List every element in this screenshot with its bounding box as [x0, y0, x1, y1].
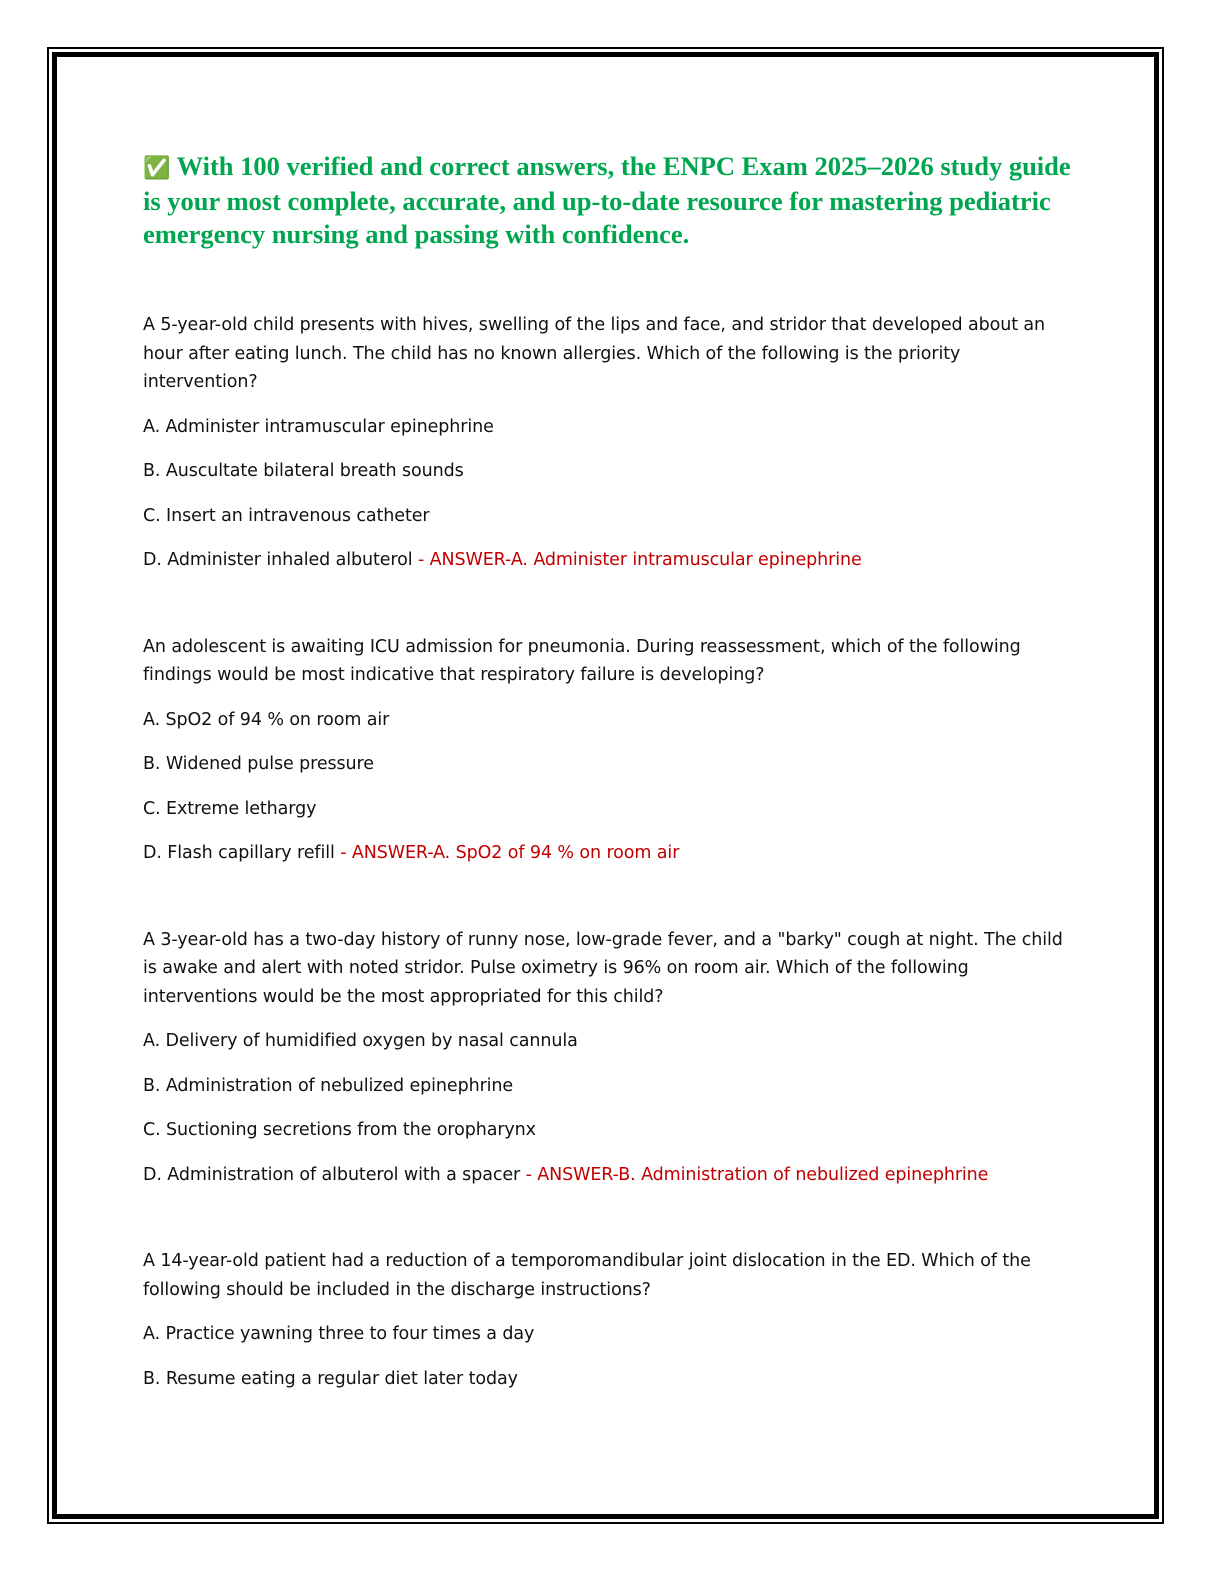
option-b: B. Resume eating a regular diet later today: [143, 1368, 518, 1389]
question-stem: A 5-year-old child presents with hives, swelling of the lips and face, and stridor that developed about an hour after eating lunch. The child has no known allergies. Which of the following is the priority intervention?: [143, 315, 1046, 392]
option-d: D. Administer inhaled albuterol: [143, 550, 413, 570]
headline: [143, 150, 1073, 251]
option-b: B. Administration of nebulized epinephrine: [143, 1075, 514, 1096]
question-4: [143, 1247, 1073, 1393]
question-stem: An adolescent is awaiting ICU admission for pneumonia. During reassessment, which of the following findings would be most indicative that respiratory failure is developing?: [143, 636, 1021, 685]
option-a: A. Administer intramuscular epinephrine: [143, 416, 494, 437]
question-2: [143, 633, 1073, 868]
option-d-with-answer: [143, 839, 1073, 868]
option-c: C. Insert an intravenous catheter: [143, 505, 430, 526]
question-1: [143, 311, 1073, 575]
check-mark-icon: ✅: [143, 156, 171, 181]
document-content: [143, 150, 1073, 1451]
option-c: C. Extreme lethargy: [143, 798, 317, 819]
option-d-with-answer: [143, 1161, 1073, 1190]
question-stem: A 14-year-old patient had a reduction of a temporomandibular joint dislocation in the ED. Which of the following should be included in the discharge instructions?: [143, 1251, 1031, 1300]
answer-text: - ANSWER-B. Administration of nebulized epinephrine: [520, 1164, 989, 1185]
question-stem: A 3-year-old has a two-day history of runny nose, low-grade fever, and a "barky" cough at night. The child is awake and alert with noted stridor. Pulse oximetry is 96% on room air. Which of the following interventions would be the most appropriated for this child?: [143, 929, 1063, 1007]
option-a: A. Practice yawning three to four times a day: [143, 1324, 535, 1344]
option-d-with-answer: [143, 546, 1073, 575]
option-a: A. Delivery of humidified oxygen by nasal cannula: [143, 1031, 578, 1051]
option-b: B. Auscultate bilateral breath sounds: [143, 461, 464, 481]
option-a: A. SpO2 of 94 % on room air: [143, 709, 390, 730]
option-d: D. Administration of albuterol with a spacer: [143, 1164, 521, 1185]
answer-text: - ANSWER-A. SpO2 of 94 % on room air: [334, 843, 680, 863]
option-d: D. Flash capillary refill: [143, 843, 335, 863]
question-3: [143, 926, 1073, 1190]
answer-text: - ANSWER-A. Administer intramuscular epinephrine: [412, 550, 862, 570]
option-b: B. Widened pulse pressure: [143, 754, 374, 774]
option-c: C. Suctioning secretions from the oropharynx: [143, 1120, 536, 1140]
headline-text: With 100 verified and correct answers, the ENPC Exam 2025–2026 study guide is your most complete, accurate, and up-to-date resource for mastering pediatric emergency nursing and passing with confidence.: [143, 151, 1071, 249]
